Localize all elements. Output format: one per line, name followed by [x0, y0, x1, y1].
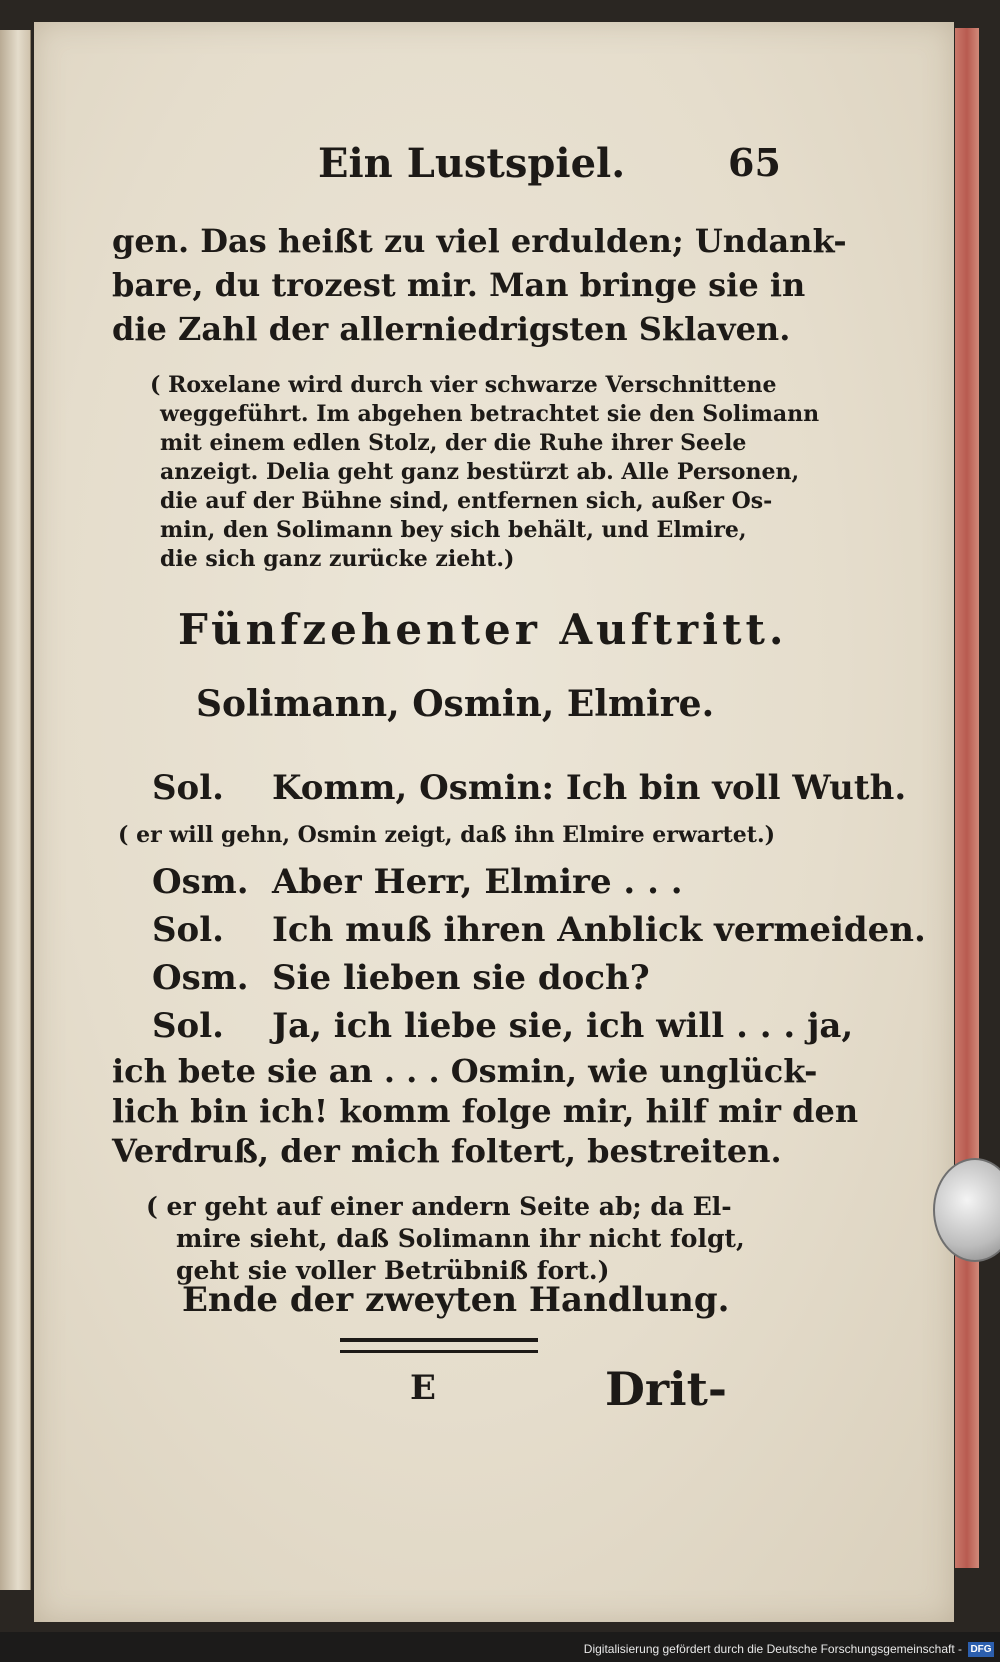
stage-direction-line: weggeführt. Im abgehen betrachtet sie den Solimann — [160, 401, 820, 427]
dialogue-line — [152, 958, 650, 998]
stage-direction-line: die sich ganz zurücke zieht.) — [160, 546, 515, 572]
dialogue-text: Komm, Osmin: Ich bin voll Wuth. — [272, 768, 907, 808]
body-line: bare, du trozest mir. Man bringe sie in — [112, 266, 806, 304]
dialogue-text: Ich muß ihren Anblick vermeiden. — [272, 910, 926, 950]
scene-heading: Fünfzehenter Auftritt. — [178, 605, 788, 654]
running-title: Ein Lustspiel. — [318, 140, 626, 187]
dialogue-continuation: lich bin ich! komm folge mir, hilf mir den — [112, 1092, 859, 1130]
speaker-label: Sol. — [152, 1006, 224, 1046]
dialogue-line — [152, 1006, 853, 1046]
stage-direction-line: ( er will gehn, Osmin zeigt, daß ihn Elmire erwartet.) — [118, 822, 776, 848]
stage-direction-line: ( er geht auf einer andern Seite ab; da El- — [146, 1192, 732, 1221]
dialogue-line — [152, 910, 926, 950]
body-line: die Zahl der allerniedrigsten Sklaven. — [112, 310, 791, 348]
stage-direction-line: anzeigt. Delia geht ganz bestürzt ab. Alle Personen, — [160, 459, 800, 485]
page-red-edge — [955, 28, 979, 1568]
stage-direction-line: min, den Solimann bey sich behält, und Elmire, — [160, 517, 747, 543]
speaker-label: Osm. — [152, 958, 249, 998]
body-line: gen. Das heißt zu viel erdulden; Undank- — [112, 222, 847, 260]
stage-direction-line: mire sieht, daß Solimann ihr nicht folgt, — [176, 1224, 745, 1253]
dfg-logo: DFG — [968, 1642, 994, 1657]
signature-mark: E — [410, 1368, 436, 1408]
stage-direction-line: geht sie voller Betrübniß fort.) — [176, 1256, 610, 1285]
dialogue-text: Sie lieben sie doch? — [272, 958, 650, 998]
character-list: Solimann, Osmin, Elmire. — [196, 683, 715, 725]
digitization-credit: Digitalisierung gefördert durch die Deutsche Forschungsgemeinschaft - — [583, 1642, 962, 1656]
ornament-rule — [340, 1338, 538, 1353]
dialogue-line — [152, 768, 906, 808]
page-number: 65 — [728, 140, 781, 185]
dialogue-continuation: Verdruß, der mich foltert, bestreiten. — [112, 1132, 782, 1170]
dialogue-text: Ja, ich liebe sie, ich will . . . ja, — [272, 1006, 854, 1046]
left-page-edge — [0, 30, 31, 1590]
end-of-act: Ende der zweyten Handlung. — [182, 1280, 730, 1320]
speaker-label: Osm. — [152, 862, 249, 902]
stage-direction-line: mit einem edlen Stolz, der die Ruhe ihrer Seele — [160, 430, 747, 456]
stage-direction-line: die auf der Bühne sind, entfernen sich, außer Os- — [160, 488, 773, 514]
dialogue-continuation: ich bete sie an . . . Osmin, wie unglück- — [112, 1052, 818, 1090]
catchword: Drit- — [605, 1362, 727, 1416]
speaker-label: Sol. — [152, 910, 224, 950]
speaker-label: Sol. — [152, 768, 224, 808]
dialogue-line — [152, 862, 683, 902]
stage-direction-line: ( Roxelane wird durch vier schwarze Verschnittene — [150, 372, 777, 398]
dialogue-text: Aber Herr, Elmire . . . — [272, 862, 683, 902]
